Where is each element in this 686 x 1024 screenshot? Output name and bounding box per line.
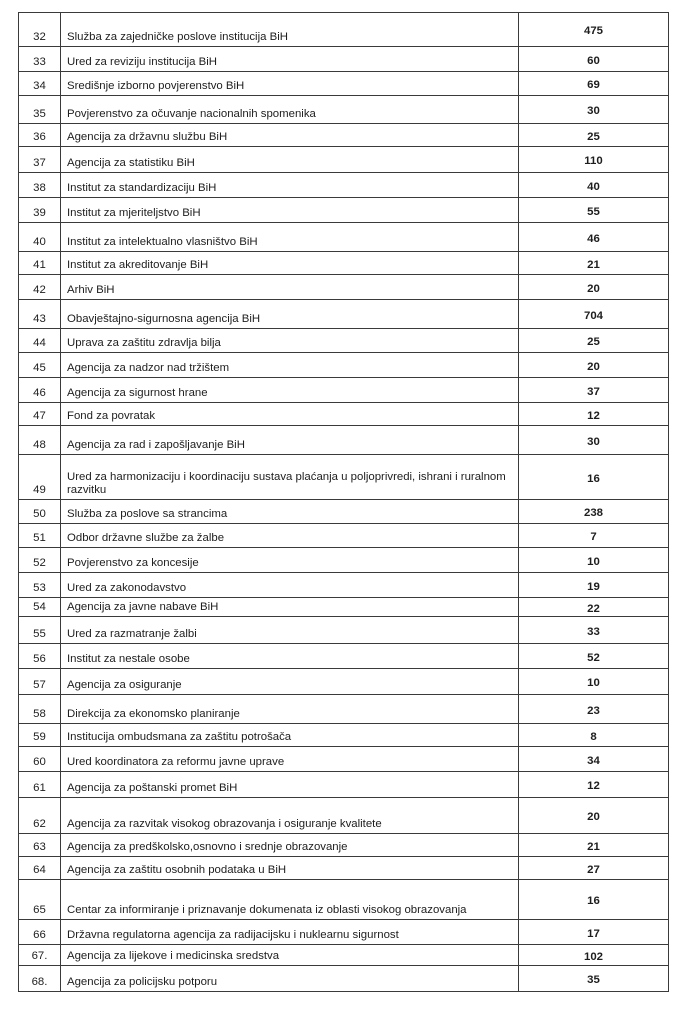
table-row: [19, 275, 669, 300]
row-number: 52: [19, 548, 61, 573]
employee-count-cell: [519, 747, 669, 772]
institution-name: Agencija za policijsku potporu: [61, 966, 519, 992]
table-row: [19, 378, 669, 403]
row-number: 42: [19, 275, 61, 300]
institution-name: Centar za informiranje i priznavanje dokumenata iz oblasti visokog obrazovanja: [61, 880, 519, 920]
institution-name: Agencija za zaštitu osobnih podataka u BiH: [61, 857, 519, 880]
institution-name: Uprava za zaštitu zdravlja bilja: [61, 329, 519, 353]
table-row: [19, 573, 669, 598]
institutions-table: [18, 12, 669, 992]
employee-count: 20: [587, 811, 600, 823]
employee-count: 16: [587, 472, 600, 485]
table-row: [19, 173, 669, 198]
institution-name: Institut za mjeriteljstvo BiH: [61, 198, 519, 223]
row-number: 37: [19, 147, 61, 173]
row-number: 67.: [19, 945, 61, 966]
row-number: 60: [19, 747, 61, 772]
institution-name: Direkcija za ekonomsko planiranje: [61, 695, 519, 724]
employee-count: 69: [587, 79, 600, 91]
row-number: 36: [19, 124, 61, 147]
institution-name: Ured za razmatranje žalbi: [61, 617, 519, 644]
employee-count: 8: [590, 730, 597, 743]
row-number: 50: [19, 500, 61, 524]
employee-count: 10: [587, 555, 600, 568]
employee-count: 23: [587, 704, 600, 717]
table-row: [19, 966, 669, 992]
institution-name: Fond za povratak: [61, 403, 519, 426]
row-number: 63: [19, 834, 61, 857]
employee-count-cell: [519, 724, 669, 747]
institution-name: Institut za intelektualno vlasništvo BiH: [61, 223, 519, 252]
employee-count-cell: [519, 329, 669, 353]
table-row: [19, 798, 669, 834]
table-row: [19, 598, 669, 617]
institution-name: Institucija ombudsmana za zaštitu potrošača: [61, 724, 519, 747]
institution-name: Agencija za razvitak visokog obrazovanja i osiguranje kvalitete: [61, 798, 519, 834]
employee-count-cell: [519, 72, 669, 96]
institution-name: Obavještajno-sigurnosna agencija BiH: [61, 300, 519, 329]
row-number: 35: [19, 96, 61, 124]
employee-count-cell: [519, 695, 669, 724]
institution-name: Institut za standardizaciju BiH: [61, 173, 519, 198]
institution-name: Agencija za rad i zapošljavanje BiH: [61, 426, 519, 455]
row-number: 58: [19, 695, 61, 724]
table-row: [19, 198, 669, 223]
employee-count-cell: [519, 798, 669, 834]
employee-count-cell: [519, 617, 669, 644]
institution-name: Agencija za statistiku BiH: [61, 147, 519, 173]
row-number: 40: [19, 223, 61, 252]
table-row: [19, 772, 669, 798]
row-number: 62: [19, 798, 61, 834]
employee-count: 52: [587, 651, 600, 664]
employee-count-cell: [519, 147, 669, 173]
institution-name: Državna regulatorna agencija za radijacijsku i nuklearnu sigurnost: [61, 920, 519, 945]
employee-count-cell: [519, 500, 669, 524]
table-row: [19, 500, 669, 524]
institution-name: Ured za zakonodavstvo: [61, 573, 519, 598]
table-row: [19, 252, 669, 275]
employee-count: 33: [587, 625, 600, 638]
row-number: 55: [19, 617, 61, 644]
row-number: 61: [19, 772, 61, 798]
row-number: 48: [19, 426, 61, 455]
table-row: [19, 857, 669, 880]
row-number: 46: [19, 378, 61, 403]
table-row: [19, 880, 669, 920]
row-number: 34: [19, 72, 61, 96]
employee-count: 25: [587, 130, 600, 143]
employee-count-cell: [519, 403, 669, 426]
employee-count: 22: [587, 602, 600, 615]
employee-count: 20: [587, 360, 600, 373]
employee-count: 19: [587, 580, 600, 593]
employee-count: 16: [587, 895, 600, 907]
employee-count-cell: [519, 598, 669, 617]
employee-count-cell: [519, 252, 669, 275]
table-row: [19, 147, 669, 173]
employee-count-cell: [519, 644, 669, 669]
employee-count: 35: [587, 974, 600, 986]
employee-count: 704: [583, 309, 603, 322]
table-row: [19, 403, 669, 426]
employee-count: 10: [587, 677, 600, 689]
row-number: 53: [19, 573, 61, 598]
employee-count-cell: [519, 13, 669, 47]
employee-count-cell: [519, 920, 669, 945]
table-row: [19, 747, 669, 772]
employee-count-cell: [519, 223, 669, 252]
employee-count-cell: [519, 47, 669, 72]
institution-name: Služba za poslove sa strancima: [61, 500, 519, 524]
row-number: 47: [19, 403, 61, 426]
row-number: 65: [19, 880, 61, 920]
row-number: 68.: [19, 966, 61, 992]
row-number: 45: [19, 353, 61, 378]
employee-count-cell: [519, 945, 669, 966]
table-row: [19, 426, 669, 455]
row-number: 56: [19, 644, 61, 669]
table-row: [19, 329, 669, 353]
row-number: 54: [19, 598, 61, 617]
employee-count: 12: [587, 409, 600, 422]
employee-count-cell: [519, 857, 669, 880]
employee-count: 34: [587, 754, 600, 767]
employee-count: 46: [587, 232, 600, 245]
institution-name: Agencija za poštanski promet BiH: [61, 772, 519, 798]
table-row: [19, 96, 669, 124]
table-row: [19, 724, 669, 747]
table-row: [19, 223, 669, 252]
table-row: [19, 617, 669, 644]
institution-name: Institut za akreditovanje BiH: [61, 252, 519, 275]
table-row: [19, 920, 669, 945]
table-row: [19, 695, 669, 724]
employee-count: 55: [587, 205, 600, 218]
employee-count-cell: [519, 669, 669, 695]
employee-count: 102: [583, 950, 603, 963]
employee-count: 20: [587, 282, 600, 295]
row-number: 33: [19, 47, 61, 72]
employee-count-cell: [519, 455, 669, 500]
employee-count-cell: [519, 275, 669, 300]
employee-count: 110: [584, 155, 603, 167]
employee-count: 21: [587, 840, 600, 853]
table-row: [19, 548, 669, 573]
employee-count-cell: [519, 96, 669, 124]
institution-name: Ured koordinatora za reformu javne uprave: [61, 747, 519, 772]
row-number: 39: [19, 198, 61, 223]
institution-name: Povjerenstvo za koncesije: [61, 548, 519, 573]
institution-name: Povjerenstvo za očuvanje nacionalnih spomenika: [61, 96, 519, 124]
institution-name: Agencija za sigurnost hrane: [61, 378, 519, 403]
employee-count-cell: [519, 353, 669, 378]
employee-count-cell: [519, 548, 669, 573]
employee-count-cell: [519, 378, 669, 403]
institution-name: Služba za zajedničke poslove institucija BiH: [61, 13, 519, 47]
employee-count: 238: [583, 507, 603, 519]
institution-name: Ured za harmonizaciju i koordinaciju sustava plaćanja u poljoprivredi, ishrani i ruralnom razvitku: [61, 455, 519, 500]
institution-name: Institut za nestale osobe: [61, 644, 519, 669]
table-row: [19, 72, 669, 96]
employee-count-cell: [519, 880, 669, 920]
employee-count-cell: [519, 772, 669, 798]
table-row: [19, 945, 669, 966]
institution-name: Središnje izborno povjerenstvo BiH: [61, 72, 519, 96]
table-row: [19, 13, 669, 47]
row-number: 66: [19, 920, 61, 945]
row-number: 49: [19, 455, 61, 500]
row-number: 57: [19, 669, 61, 695]
employee-count-cell: [519, 124, 669, 147]
employee-count: 12: [587, 780, 600, 792]
employee-count: 27: [587, 863, 600, 876]
institution-name: Odbor državne službe za žalbe: [61, 524, 519, 548]
institution-name: Arhiv BiH: [61, 275, 519, 300]
employee-count: 25: [587, 336, 600, 348]
employee-count-cell: [519, 300, 669, 329]
table-row: [19, 834, 669, 857]
employee-count: 30: [587, 435, 600, 448]
institution-name: Agencija za državnu službu BiH: [61, 124, 519, 147]
employee-count-cell: [519, 198, 669, 223]
employee-count: 37: [587, 385, 600, 398]
row-number: 41: [19, 252, 61, 275]
table-row: [19, 124, 669, 147]
employee-count-cell: [519, 524, 669, 548]
row-number: 38: [19, 173, 61, 198]
employee-count: 17: [587, 927, 600, 940]
row-number: 44: [19, 329, 61, 353]
employee-count-cell: [519, 173, 669, 198]
institution-name: Agencija za javne nabave BiH: [61, 598, 519, 617]
table-row: [19, 455, 669, 500]
employee-count: 7: [590, 531, 597, 543]
employee-count: 21: [587, 258, 600, 271]
table-row: [19, 300, 669, 329]
table-row: [19, 47, 669, 72]
table-row: [19, 669, 669, 695]
employee-count: 475: [583, 25, 603, 37]
employee-count-cell: [519, 426, 669, 455]
institution-name: Agencija za osiguranje: [61, 669, 519, 695]
row-number: 64: [19, 857, 61, 880]
employee-count-cell: [519, 573, 669, 598]
employee-count: 40: [587, 180, 600, 193]
table-body: [19, 13, 669, 992]
employee-count: 60: [587, 54, 600, 67]
institution-name: Agencija za lijekove i medicinska sredstva: [61, 945, 519, 966]
institution-name: Agencija za predškolsko,osnovno i srednje obrazovanje: [61, 834, 519, 857]
institution-name: Agencija za nadzor nad tržištem: [61, 353, 519, 378]
row-number: 32: [19, 13, 61, 47]
table-row: [19, 524, 669, 548]
employee-count: 30: [587, 105, 600, 117]
row-number: 51: [19, 524, 61, 548]
employee-count-cell: [519, 834, 669, 857]
table-row: [19, 353, 669, 378]
institution-name: Ured za reviziju institucija BiH: [61, 47, 519, 72]
row-number: 59: [19, 724, 61, 747]
row-number: 43: [19, 300, 61, 329]
table-row: [19, 644, 669, 669]
employee-count-cell: [519, 966, 669, 992]
